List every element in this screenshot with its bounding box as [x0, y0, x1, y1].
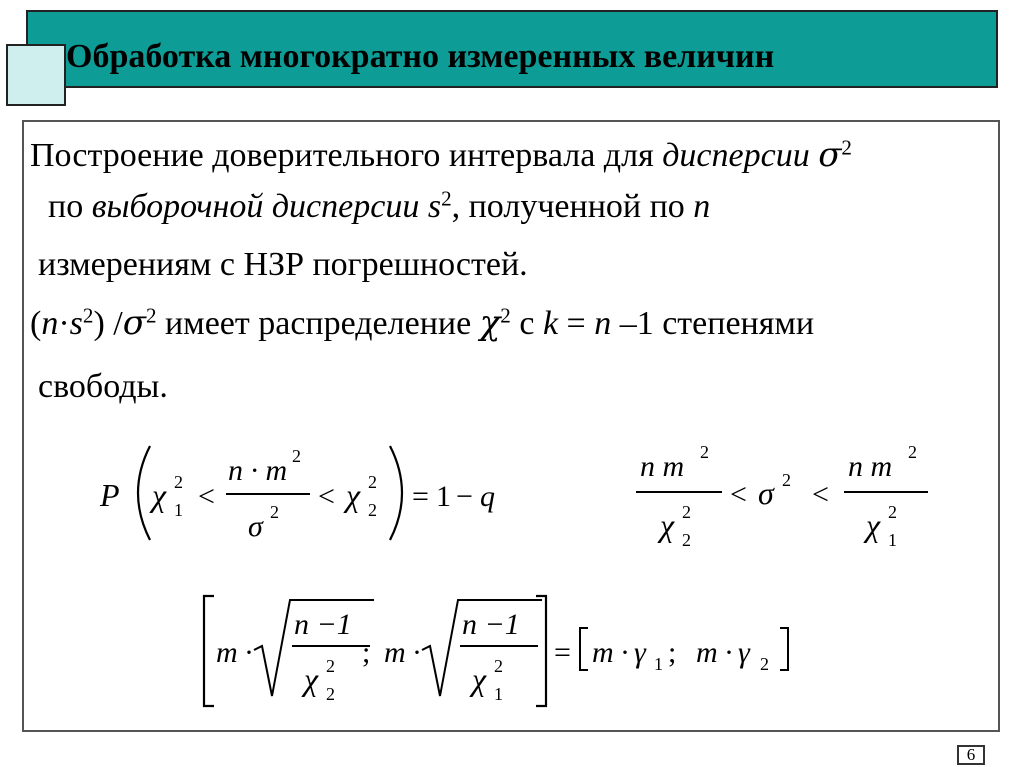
line4-chi: χ: [479, 303, 501, 343]
f2-sigma: σ: [758, 475, 774, 511]
f3-m3: m: [592, 636, 614, 669]
f3-dot1: ·: [244, 636, 254, 669]
f2-right-chi-sup: 2: [888, 502, 897, 522]
f3-gamma2-sub: 2: [760, 654, 769, 674]
f1-chi2: χ: [346, 477, 361, 513]
page-number-box: [957, 745, 985, 765]
f2-left-numerator-sup: 2: [700, 442, 709, 462]
line4-slash: ) /: [93, 305, 123, 342]
line1-text: Построение доверительного интервала для: [30, 137, 663, 174]
f1-chi1: χ: [152, 477, 167, 513]
text-line-3: измерениям с НЗР погрешностей.: [38, 246, 528, 283]
f1-denominator-sup: 2: [270, 502, 279, 522]
line4-has-distribution: имеет распределение: [156, 305, 480, 342]
f3-sqrt1-numerator: n −1: [294, 608, 352, 641]
f2-right-chi-sub: 1: [888, 530, 897, 550]
f1-chi2-sub: 2: [368, 500, 377, 520]
line2-n: n: [693, 188, 711, 225]
f2-lt2: <: [812, 478, 829, 511]
f2-sigma-sup: 2: [782, 470, 791, 490]
f1-chi2-sup: 2: [368, 472, 377, 492]
f3-semicolon1: ;: [362, 636, 371, 669]
f1-P: P: [100, 477, 120, 513]
f3-sqrt2-chi: χ: [472, 661, 487, 697]
page-number: 6: [966, 745, 976, 764]
f3-eq: =: [554, 636, 571, 669]
f3-small-left-bracket: [580, 628, 588, 670]
f3-sqrt2-chi-sup: 2: [494, 656, 503, 676]
f3-gamma1-sub: 1: [654, 654, 663, 674]
f1-denominator-sigma: σ: [248, 510, 263, 543]
line4-n: n: [41, 305, 59, 342]
text-line-5: свободы.: [38, 368, 168, 405]
line1-exponent: 2: [841, 135, 852, 160]
f3-m2: m: [384, 636, 406, 669]
f3-sqrt1-chi-sub: 2: [326, 684, 335, 704]
f3-sqrt1-chi-sup: 2: [326, 656, 335, 676]
f1-chi1-sub: 1: [174, 500, 183, 520]
line2-sample-dispersion: выборочной дисперсии: [91, 188, 428, 225]
f1-q: q: [480, 480, 495, 513]
line2-obtained: , полученной по: [451, 188, 694, 225]
f2-left-numerator: n m: [640, 450, 685, 483]
line1-dispersion: дисперсии: [662, 137, 819, 174]
line2-s: s: [427, 188, 442, 225]
line4-equals: =: [558, 305, 595, 342]
f3-dot2: ·: [412, 636, 422, 669]
line4-n2: n: [594, 305, 612, 342]
f3-left-bracket: [204, 596, 214, 706]
line1-sigma: σ: [818, 135, 842, 175]
f1-lt1: <: [198, 480, 215, 513]
line2-by: по: [48, 188, 92, 225]
f3-sqrt2-chi-sub: 1: [494, 684, 503, 704]
f3-m4: m: [696, 636, 718, 669]
f3-sqrt1-chi: χ: [304, 661, 319, 697]
line4-degrees: –1 степенями: [611, 305, 815, 342]
line4-with: с: [510, 305, 543, 342]
f3-semicolon2: ;: [668, 636, 677, 669]
f2-right-numerator: n m: [848, 450, 893, 483]
f1-lt2: <: [318, 480, 335, 513]
f1-one: 1: [436, 480, 451, 513]
line4-s: s: [69, 305, 83, 342]
f2-lt1: <: [730, 478, 747, 511]
f2-left-chi-sup: 2: [682, 502, 691, 522]
f1-numerator: n · m: [228, 454, 288, 487]
f3-sqrt2-numerator: n −1: [462, 608, 520, 641]
slide-title: Обработка многократно измеренных величин: [66, 38, 775, 75]
f3-gamma1: γ: [634, 636, 646, 669]
f3-dot3: ·: [620, 636, 630, 669]
f1-eq: =: [412, 480, 429, 513]
line4-k: k: [542, 305, 559, 342]
line2-exponent: 2: [441, 186, 452, 211]
f2-right-numerator-sup: 2: [908, 442, 917, 462]
line4-sigma-exp: 2: [145, 303, 157, 328]
line4-chi-exp: 2: [500, 303, 511, 328]
f3-right-bracket: [536, 596, 546, 706]
f3-m1: m: [216, 636, 238, 669]
f2-left-chi: χ: [660, 507, 675, 543]
line4-dot: ·: [58, 305, 70, 342]
f3-dot4: ·: [724, 636, 734, 669]
f2-right-chi: χ: [866, 507, 881, 543]
line4-sigma: σ: [122, 303, 146, 343]
f3-small-right-bracket: [780, 628, 788, 670]
f3-gamma2: γ: [738, 636, 750, 669]
line4-s-exp: 2: [82, 303, 94, 328]
f1-chi1-sup: 2: [174, 472, 183, 492]
f1-numerator-sup: 2: [292, 446, 301, 466]
f2-left-chi-sub: 2: [682, 530, 691, 550]
f1-minus: −: [456, 480, 473, 513]
line4-paren-open: (: [30, 305, 42, 342]
